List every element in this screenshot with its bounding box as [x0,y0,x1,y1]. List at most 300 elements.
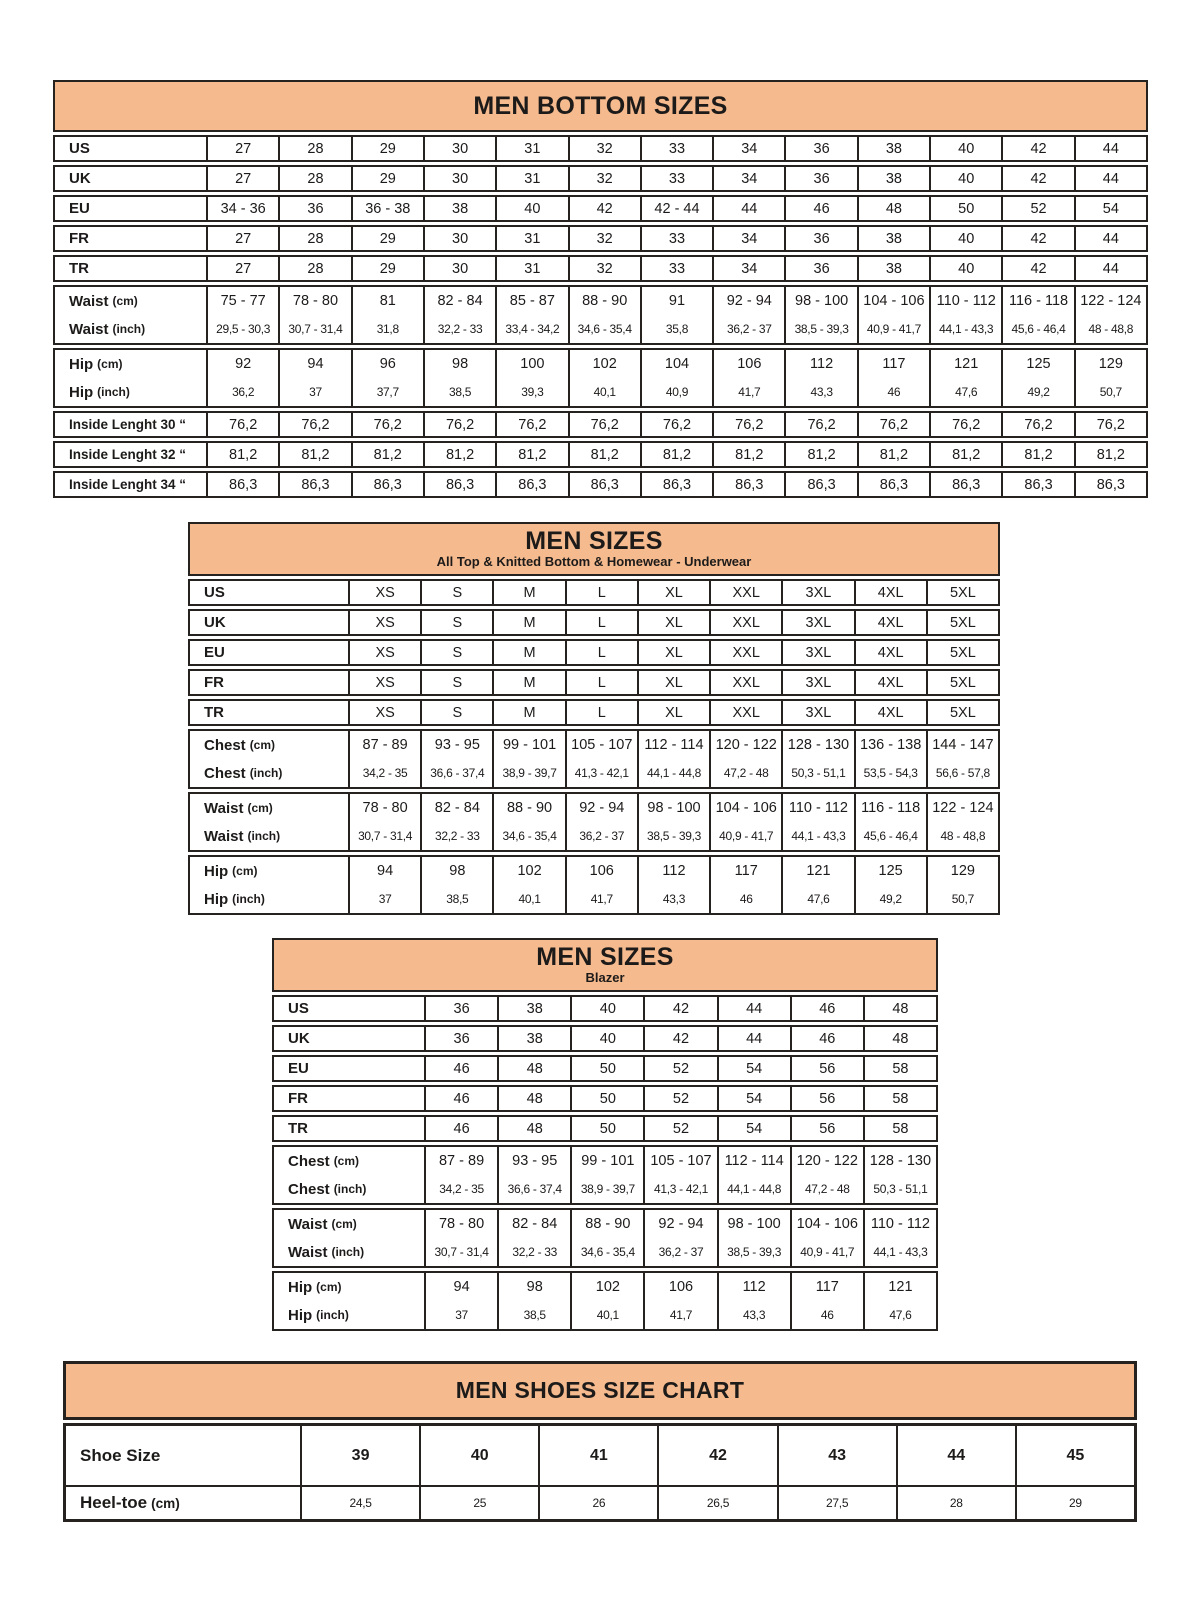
data-cell: L [565,641,637,664]
data-cell: 128 - 130 [863,1147,936,1175]
data-cell: 56 [790,1057,863,1080]
data-cell: 38,5 [423,378,495,406]
row-label-unit: (inch) [333,1182,367,1196]
data-cell: 42 [657,1426,776,1485]
data-cell: 40,1 [570,1301,643,1329]
data-cell: 110 - 112 [929,287,1001,315]
data-cell: 105 - 107 [643,1147,716,1175]
data-cell: 33 [640,137,712,160]
data-cell: XXL [709,611,781,634]
data-cell: 48 [863,1027,936,1050]
data-cell: 81,2 [1074,443,1146,466]
data-cell: 129 [1074,350,1146,378]
data-cell: 58 [863,1057,936,1080]
men-shoes-size-header [63,1361,1137,1420]
table-title: MEN SIZES [525,527,663,556]
row-label-cell: Hip (cm) [204,862,258,880]
data-cell: 120 - 122 [790,1147,863,1175]
table-band [188,579,1000,606]
row-label-unit: (cm) [112,294,138,308]
data-cell: 33 [640,257,712,280]
row-label-cell: FR [69,230,89,247]
data-cell: 86,3 [784,473,856,496]
data-cell: 112 - 114 [637,731,709,759]
data-cell: 40 [929,137,1001,160]
data-cell: 53,5 - 54,3 [854,759,926,787]
data-cell: 81,2 [929,443,1001,466]
data-cell: 39 [300,1426,419,1485]
data-cell: 112 - 114 [717,1147,790,1175]
row-label-cell: FR [288,1090,308,1107]
row-label-cell: Hip (cm) [69,355,123,373]
data-cell: 41,3 - 42,1 [565,759,637,787]
data-cell: 32,2 - 33 [423,315,495,343]
row-label-cell: US [204,584,225,601]
data-cell: 86,3 [1074,473,1146,496]
table-band [63,1423,1137,1522]
data-cell: 28 [278,227,350,250]
data-cell: 32 [568,137,640,160]
data-cell: 40,1 [492,885,564,913]
row-label-cell: EU [288,1060,309,1077]
row-label-cell: Heel-toe (cm) [66,1485,300,1519]
data-cell: 81,2 [495,443,567,466]
data-cell: 29 [1015,1485,1134,1519]
data-cell: 31 [495,257,567,280]
data-cell: 88 - 90 [492,794,564,822]
data-cell: 121 [929,350,1001,378]
data-cell: 38 [857,227,929,250]
data-cell: 38 [857,137,929,160]
data-cell: 82 - 84 [420,794,492,822]
data-cell: 76,2 [1074,413,1146,436]
data-cell: 34 [712,167,784,190]
row-label-unit: (inch) [97,385,130,399]
data-cell: 4XL [854,641,926,664]
data-cell: 86,3 [351,473,423,496]
data-cell: 36 [278,197,350,220]
data-cell: M [492,641,564,664]
data-cell: 29,5 - 30,3 [206,315,278,343]
data-cell: 86,3 [929,473,1001,496]
data-cell: 36 [424,1027,497,1050]
data-cell: 41,3 - 42,1 [643,1175,716,1203]
data-cell: 30,7 - 31,4 [424,1238,497,1266]
data-cell: XXL [709,641,781,664]
men-sizes-blazer-body [272,995,938,1331]
data-cell: 81,2 [712,443,784,466]
data-cell: 122 - 124 [926,794,998,822]
data-cell: 54 [1074,197,1146,220]
data-cell: 52 [643,1087,716,1110]
data-cell: 26,5 [657,1485,776,1519]
data-cell: 37 [424,1301,497,1329]
data-cell: 46 [424,1087,497,1110]
table-band [53,225,1148,252]
data-cell: XL [637,581,709,604]
data-cell: 44,1 - 44,8 [637,759,709,787]
data-cell: 76,2 [278,413,350,436]
data-cell: 42 [643,997,716,1020]
data-cell: 44 [712,197,784,220]
data-cell: 81,2 [568,443,640,466]
data-cell: 33 [640,167,712,190]
data-cell: 41 [538,1426,657,1485]
data-cell: 100 [495,350,567,378]
data-cell: 86,3 [495,473,567,496]
data-cell: XXL [709,581,781,604]
data-cell: 44 [1074,137,1146,160]
data-cell: 58 [863,1117,936,1140]
data-cell: 121 [863,1273,936,1301]
data-cell: 88 - 90 [570,1210,643,1238]
data-cell: 44,1 - 44,8 [717,1175,790,1203]
data-cell: 46 [424,1057,497,1080]
data-cell: 52 [643,1057,716,1080]
data-cell: 47,6 [781,885,853,913]
data-cell: 42 [1001,257,1073,280]
data-cell: 28 [278,257,350,280]
data-cell: 39,3 [495,378,567,406]
data-cell: 40 [570,1027,643,1050]
data-cell: 92 - 94 [712,287,784,315]
row-label-cell: EU [204,644,225,661]
data-cell: 50,3 - 51,1 [863,1175,936,1203]
row-label-unit: (inch) [112,322,146,336]
row-label-cell: TR [204,704,224,721]
data-cell: 50,3 - 51,1 [781,759,853,787]
row-label-cell: US [69,140,90,157]
data-cell: 36,6 - 37,4 [497,1175,570,1203]
data-cell: 36,6 - 37,4 [420,759,492,787]
data-cell: 38,5 [497,1301,570,1329]
data-cell: 96 [351,350,423,378]
data-cell: 4XL [854,581,926,604]
data-cell: 46 [790,1027,863,1050]
data-cell: 87 - 89 [348,731,420,759]
data-cell: 78 - 80 [278,287,350,315]
row-label-unit: (cm) [316,1280,342,1294]
table-band [188,669,1000,696]
data-cell: 36,2 - 37 [712,315,784,343]
data-cell: 38 [857,167,929,190]
data-cell: 48 [857,197,929,220]
data-cell: 86,3 [568,473,640,496]
data-cell: 41,7 [565,885,637,913]
data-cell: S [420,581,492,604]
data-cell: 44 [896,1426,1015,1485]
data-cell: XL [637,641,709,664]
data-cell: 27 [206,227,278,250]
data-cell: 46 [790,1301,863,1329]
data-cell: 93 - 95 [497,1147,570,1175]
data-cell: S [420,701,492,724]
table-band [188,729,1000,789]
data-cell: 129 [926,857,998,885]
data-cell: 76,2 [423,413,495,436]
data-cell: 28 [896,1485,1015,1519]
data-cell: 34,2 - 35 [348,759,420,787]
data-cell: XS [348,701,420,724]
data-cell: 116 - 118 [1001,287,1073,315]
data-cell: 44 [1074,167,1146,190]
table-band [53,135,1148,162]
data-cell: 128 - 130 [781,731,853,759]
data-cell: 42 [1001,137,1073,160]
data-cell: 104 - 106 [790,1210,863,1238]
men-bottom-sizes-body [53,135,1148,498]
data-cell: 34 [712,227,784,250]
table-band [188,609,1000,636]
table-band [53,165,1148,192]
data-cell: 44 [717,997,790,1020]
data-cell: 46 [424,1117,497,1140]
data-cell: M [492,671,564,694]
data-cell: 78 - 80 [424,1210,497,1238]
men-shoes-size-body [63,1423,1137,1522]
data-cell: 31 [495,167,567,190]
data-cell: 56 [790,1117,863,1140]
data-cell: 50 [570,1057,643,1080]
row-label-unit: (inch) [247,829,281,843]
data-cell: 122 - 124 [1074,287,1146,315]
data-cell: 110 - 112 [863,1210,936,1238]
row-label-cell: Inside Lenght 32 “ [69,447,187,462]
table-band [188,699,1000,726]
row-label-unit: (inch) [232,892,265,906]
data-cell: 41,7 [712,378,784,406]
row-label-unit: (cm) [247,801,273,815]
data-cell: 81,2 [1001,443,1073,466]
data-cell: S [420,641,492,664]
data-cell: S [420,671,492,694]
data-cell: 121 [781,857,853,885]
table-band [272,1025,938,1052]
data-cell: 106 [643,1273,716,1301]
data-cell: 81 [351,287,423,315]
data-cell: 48 [497,1117,570,1140]
data-cell: 56,6 - 57,8 [926,759,998,787]
data-cell: 76,2 [206,413,278,436]
data-cell: 98 [423,350,495,378]
table-band [53,348,1148,408]
data-cell: 48 [497,1087,570,1110]
data-cell: 28 [278,167,350,190]
data-cell: 47,6 [929,378,1001,406]
row-label-unit: (cm) [333,1154,360,1168]
data-cell: 92 - 94 [565,794,637,822]
data-cell: 120 - 122 [709,731,781,759]
data-cell: 98 - 100 [637,794,709,822]
data-cell: 125 [854,857,926,885]
data-cell: 38,9 - 39,7 [492,759,564,787]
data-cell: 5XL [926,701,998,724]
data-cell: 86,3 [423,473,495,496]
data-cell: 50 [570,1087,643,1110]
data-cell: 40,9 [640,378,712,406]
data-cell: S [420,611,492,634]
data-cell: 38,5 - 39,3 [784,315,856,343]
row-label-unit: (inch) [249,766,283,780]
data-cell: 81,2 [423,443,495,466]
data-cell: 117 [709,857,781,885]
row-label-unit: (inch) [316,1308,349,1322]
data-cell: XXL [709,701,781,724]
data-cell: 94 [278,350,350,378]
table-band [53,285,1148,345]
data-cell: 36 [784,167,856,190]
data-cell: 81,2 [278,443,350,466]
data-cell: 30 [423,227,495,250]
data-cell: 5XL [926,611,998,634]
data-cell: 102 [492,857,564,885]
data-cell: XS [348,641,420,664]
data-cell: 38 [497,1027,570,1050]
data-cell: 27,5 [777,1485,896,1519]
data-cell: 36,2 - 37 [565,822,637,850]
data-cell: 78 - 80 [348,794,420,822]
data-cell: 4XL [854,611,926,634]
data-cell: 29 [351,257,423,280]
row-label-cell: Hip (inch) [69,383,130,401]
data-cell: 3XL [781,671,853,694]
row-label-cell: Inside Lenght 34 “ [69,477,187,492]
data-cell: 50,7 [1074,378,1146,406]
data-cell: 36 [784,257,856,280]
row-label-cell: Chest (inch) [204,764,283,782]
data-cell: 3XL [781,641,853,664]
data-cell: 40,9 - 41,7 [790,1238,863,1266]
data-cell: 45 [1015,1426,1134,1485]
data-cell: 102 [570,1273,643,1301]
data-cell: 40,1 [568,378,640,406]
data-cell: 36 - 38 [351,197,423,220]
data-cell: 34,2 - 35 [424,1175,497,1203]
data-cell: 98 [420,857,492,885]
data-cell: 32 [568,167,640,190]
data-cell: 5XL [926,581,998,604]
row-label-cell: UK [69,170,91,187]
data-cell: 82 - 84 [497,1210,570,1238]
table-band [188,639,1000,666]
men-sizes-blazer-table [272,938,938,1334]
table-band [272,1085,938,1112]
data-cell: 34 [712,137,784,160]
data-cell: 42 [1001,227,1073,250]
data-cell: 76,2 [712,413,784,436]
data-cell: 37 [348,885,420,913]
row-label-cell: Hip (inch) [288,1306,349,1324]
table-band [272,1115,938,1142]
data-cell: 27 [206,167,278,190]
data-cell: 38,5 - 39,3 [717,1238,790,1266]
data-cell: 3XL [781,581,853,604]
data-cell: 44,1 - 43,3 [863,1238,936,1266]
data-cell: 34,6 - 35,4 [492,822,564,850]
data-cell: 45,6 - 46,4 [1001,315,1073,343]
data-cell: 58 [863,1087,936,1110]
data-cell: L [565,611,637,634]
data-cell: 102 [568,350,640,378]
data-cell: 32 [568,257,640,280]
row-label-cell: Hip (inch) [204,890,265,908]
row-label-unit: (cm) [151,1495,180,1511]
data-cell: 33,4 - 34,2 [495,315,567,343]
data-cell: 98 [497,1273,570,1301]
data-cell: 31 [495,137,567,160]
data-cell: 110 - 112 [781,794,853,822]
row-label-cell: FR [204,674,224,691]
data-cell: 56 [790,1087,863,1110]
data-cell: 32,2 - 33 [420,822,492,850]
data-cell: 5XL [926,671,998,694]
data-cell: 112 [717,1273,790,1301]
data-cell: 34,6 - 35,4 [570,1238,643,1266]
men-sizes-top-body [188,579,1000,915]
data-cell: M [492,581,564,604]
data-cell: 76,2 [929,413,1001,436]
data-cell: 38 [423,197,495,220]
data-cell: 43,3 [717,1301,790,1329]
table-title: MEN BOTTOM SIZES [473,91,728,120]
row-label-cell: Shoe Size [80,1445,161,1465]
data-cell: 91 [640,287,712,315]
data-cell: 76,2 [495,413,567,436]
table-band [188,792,1000,852]
data-cell: 76,2 [1001,413,1073,436]
data-cell: 36 [424,997,497,1020]
men-bottom-sizes-table [53,80,1148,501]
data-cell: 81,2 [640,443,712,466]
row-label-cell: Chest (cm) [288,1152,360,1170]
table-band [53,195,1148,222]
data-cell: 86,3 [278,473,350,496]
data-cell: 36 [784,227,856,250]
data-cell: 24,5 [300,1485,419,1519]
data-cell: 45,6 - 46,4 [854,822,926,850]
data-cell: 38,5 - 39,3 [637,822,709,850]
data-cell: 30,7 - 31,4 [348,822,420,850]
row-label-cell: Waist (cm) [69,292,138,310]
data-cell: 50 [929,197,1001,220]
data-cell: 82 - 84 [423,287,495,315]
data-cell: 42 [1001,167,1073,190]
data-cell: 28 [278,137,350,160]
data-cell: 54 [717,1057,790,1080]
data-cell: 40 [929,257,1001,280]
data-cell: L [565,671,637,694]
data-cell: 104 - 106 [709,794,781,822]
data-cell: 54 [717,1117,790,1140]
data-cell: 76,2 [784,413,856,436]
data-cell: 43 [777,1426,896,1485]
data-cell: XS [348,611,420,634]
row-label-cell: Waist (inch) [288,1243,365,1261]
data-cell: 4XL [854,701,926,724]
data-cell: 32 [568,227,640,250]
data-cell: 99 - 101 [492,731,564,759]
data-cell: 92 - 94 [643,1210,716,1238]
data-cell: 86,3 [206,473,278,496]
data-cell: 30 [423,167,495,190]
data-cell: 52 [1001,197,1073,220]
data-cell: 76,2 [857,413,929,436]
data-cell: 98 - 100 [784,287,856,315]
row-label-unit: (inch) [331,1245,365,1259]
data-cell: 42 [568,197,640,220]
data-cell: 30,7 - 31,4 [278,315,350,343]
data-cell: 94 [348,857,420,885]
